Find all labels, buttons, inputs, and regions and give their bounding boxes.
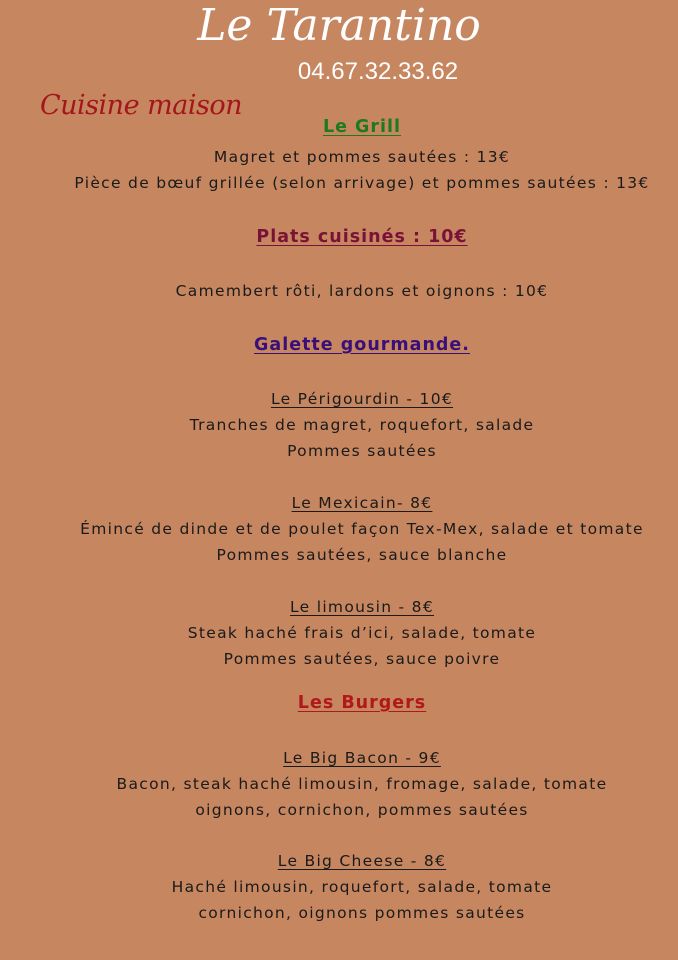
tagline: Cuisine maison bbox=[40, 90, 242, 121]
restaurant-name: Le Tarantino bbox=[197, 0, 481, 51]
dish-description: Pommes sautées, sauce blanche bbox=[216, 546, 508, 564]
dish-name: Le Big Cheese - 8€ bbox=[277, 852, 447, 870]
dish-description: cornichon, oignons pommes sautées bbox=[198, 904, 526, 922]
dish-name: Le Big Bacon - 9€ bbox=[283, 749, 441, 767]
section-heading-burgers: Les Burgers bbox=[297, 693, 427, 713]
dish-description: Émincé de dinde et de poulet façon Tex-Mex, salade et tomate bbox=[80, 520, 644, 538]
dish-name: Le Mexicain- 8€ bbox=[291, 494, 433, 512]
phone-number: 04.67.32.33.62 bbox=[297, 58, 459, 85]
dish-description: Tranches de magret, roquefort, salade bbox=[189, 416, 535, 434]
dish-name: Le Périgourdin - 10€ bbox=[270, 390, 454, 408]
section-heading-grill: Le Grill bbox=[322, 117, 402, 137]
dish-description: Haché limousin, roquefort, salade, tomate bbox=[171, 878, 553, 896]
dish-description: Steak haché frais d’ici, salade, tomate bbox=[187, 624, 537, 642]
dish-name: Le limousin - 8€ bbox=[289, 598, 435, 616]
dish-description: Pommes sautées bbox=[287, 442, 437, 460]
menu-item: Camembert rôti, lardons et oignons : 10€ bbox=[175, 282, 549, 300]
menu-item: Pièce de bœuf grillée (selon arrivage) et pommes sautées : 13€ bbox=[74, 174, 650, 192]
section-heading-galette: Galette gourmande. bbox=[254, 335, 470, 355]
dish-description: Pommes sautées, sauce poivre bbox=[223, 650, 501, 668]
dish-description: Bacon, steak haché limousin, fromage, salade, tomate bbox=[116, 775, 608, 793]
section-heading-plats: Plats cuisinés : 10€ bbox=[256, 227, 468, 247]
menu-item: Magret et pommes sautées : 13€ bbox=[213, 148, 511, 166]
dish-description: oignons, cornichon, pommes sautées bbox=[195, 801, 529, 819]
